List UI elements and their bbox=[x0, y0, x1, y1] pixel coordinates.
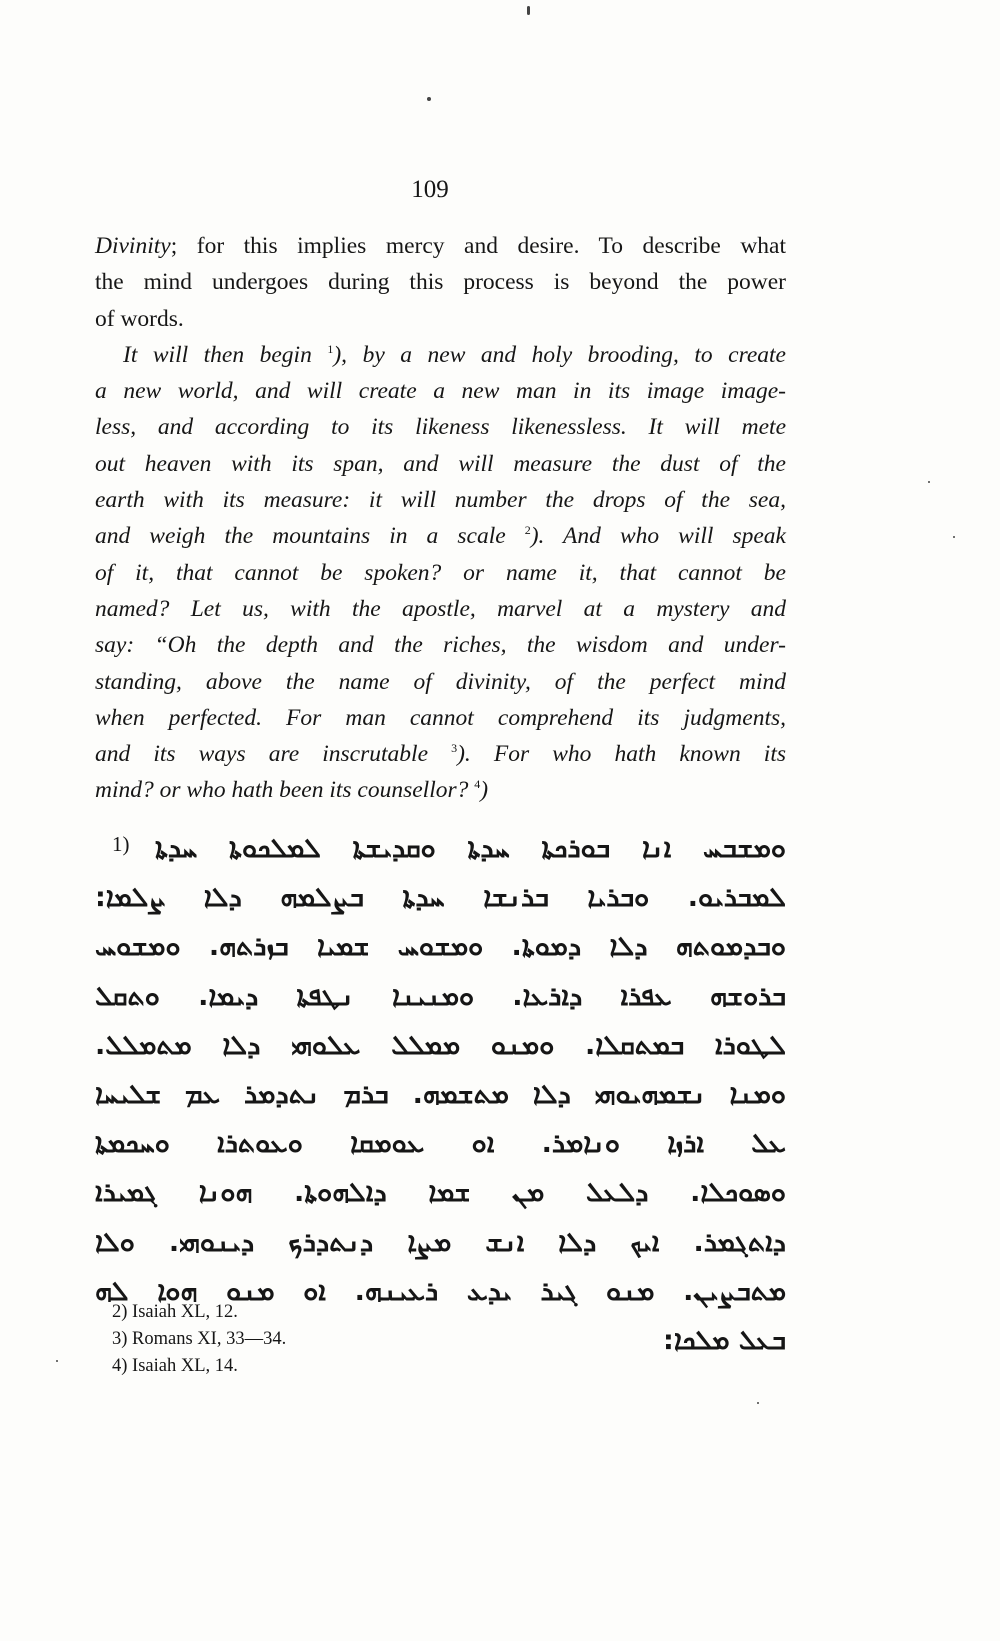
syriac-line: ܡܬܒܨܝܢ. ܡܢܘ ܓܝܪ ܝܕܥ ܪܥܝܢܗ. ܐܘ ܡܢܘ ܗܘܐ ܠܗ bbox=[95, 1275, 786, 1307]
syriac-line: ܒܪܘܫܗ ܥܦܪܐ ܕܐܪܥܐ. ܘܡܢܝܢܐ ܢܛܦܬܐ ܕܝܡܐ. ܘܬܩܠ bbox=[95, 980, 786, 1012]
text-line: say: “Oh the depth and the riches, the wisdom and under- bbox=[95, 632, 786, 659]
syriac-line: ܠܡܒܪܝܘ. ܘܒܪܝܐ ܒܪܢܫܐ ܚܕܬܐ ܒܨܠܡܗ ܕܠܐ ܨܠܡܐ: bbox=[95, 882, 786, 914]
margin-speck bbox=[928, 481, 930, 483]
bullet-mark bbox=[427, 97, 431, 101]
text-line: out heaven with its span, and will measure the dust of the bbox=[95, 450, 786, 477]
syriac-line: ܘܒܕܡܘܬܗ ܕܠܐ ܕܡܘܬܐ. ܘܡܫܘܚ ܫܡܝܐ ܒܙܪܬܗ. ܘܡܫܘܚ bbox=[95, 931, 786, 963]
syriac-line: ܠܛܘܪܐ ܒܡܬܩܠܐ. ܘܡܢܘ ܡܡܠܠ ܥܠܘܗܝ ܕܠܐ ܡܬܡܠܠ. bbox=[95, 1029, 786, 1061]
margin-speck bbox=[56, 1360, 58, 1362]
margin-speck bbox=[757, 1402, 759, 1404]
syriac-line: ܕܐܬܓܡܪ. ܐܝܟ ܕܠܐ ܐܢܫ ܡܨܐ ܕܢܬܕܪܟ ܕܝܢܘܗܝ. ܘܠܐ bbox=[95, 1226, 786, 1258]
text-line: and weigh the mountains in a scale $^2$). And who will speak bbox=[95, 523, 786, 550]
text-line: Divinity; for this implies mercy and desire. To describe what bbox=[95, 233, 786, 259]
text-line: of it, that cannot be spoken? or name it, that cannot be bbox=[95, 559, 786, 586]
text-line: when perfected. For man cannot comprehend its judgments, bbox=[95, 704, 786, 731]
text-line: and its ways are inscrutable $^3$). For who hath known its bbox=[95, 741, 786, 768]
text-line: less, and according to its likeness likenessless. It will mete bbox=[95, 414, 786, 441]
text-line: named? Let us, with the apostle, marvel at a mystery and bbox=[95, 595, 786, 622]
syriac-line: ܥܠ ܐܪܙܐ ܘܢܐܡܪ. ܐܘ ܥܘܡܩܐ ܘܥܘܬܪܐ ܘܚܟܡܬܐ bbox=[95, 1128, 786, 1160]
main-text bbox=[95, 228, 786, 809]
text-line: of words. bbox=[95, 305, 184, 332]
text-line: It will then begin $^1$), by a new and holy brooding, to create bbox=[123, 341, 786, 368]
syriac-line: ܘܡܫܒܚ ܐܢܐ ܒܘܪܟܬܐ ܚܕܬܐ ܘܩܕܝܫܬܐ ܠܡܠܟܘܬܐ ܚܕܬܐ bbox=[155, 833, 786, 864]
footnote-1-marker: 1) bbox=[112, 832, 130, 856]
syriac-line: ܘܣܘܟܠܐ. ܕܠܥܠ ܡܢ ܫܡܐ ܕܐܠܗܘܬܐ. ܗܘܢܐ ܓܡܝܪܐ bbox=[95, 1177, 786, 1209]
text-line: standing, above the name of divinity, of the perfect mind bbox=[95, 668, 786, 695]
text-line: earth with its measure: it will number the drops of the sea, bbox=[95, 487, 786, 514]
page-number: 109 bbox=[411, 176, 449, 203]
syriac-footnote bbox=[95, 824, 786, 1365]
footnote-3: 3) Romans XI, 33—34. bbox=[112, 1329, 287, 1349]
syriac-line: ܒܥܠ ܡܠܟܐ: bbox=[663, 1324, 786, 1356]
footnotes bbox=[112, 1299, 286, 1380]
text-line: a new world, and will create a new man in its image image- bbox=[95, 378, 786, 405]
text-line: mind? or who hath been its counsellor? $^4$) bbox=[95, 777, 489, 804]
text-line: the mind undergoes during this process is beyond the power bbox=[95, 269, 786, 296]
footnote-2: 2) Isaiah XL, 12. bbox=[112, 1302, 238, 1322]
syriac-line: ܘܡܢܐ ܢܫܡܗܝܘܗܝ ܕܠܐ ܡܬܫܡܗ. ܒܪܡ ܢܬܕܡܪ ܥܡ ܫܠܝܚܐ bbox=[95, 1078, 786, 1110]
margin-speck bbox=[953, 536, 955, 538]
footnote-4: 4) Isaiah XL, 14. bbox=[112, 1356, 238, 1376]
top-mark bbox=[527, 6, 530, 15]
